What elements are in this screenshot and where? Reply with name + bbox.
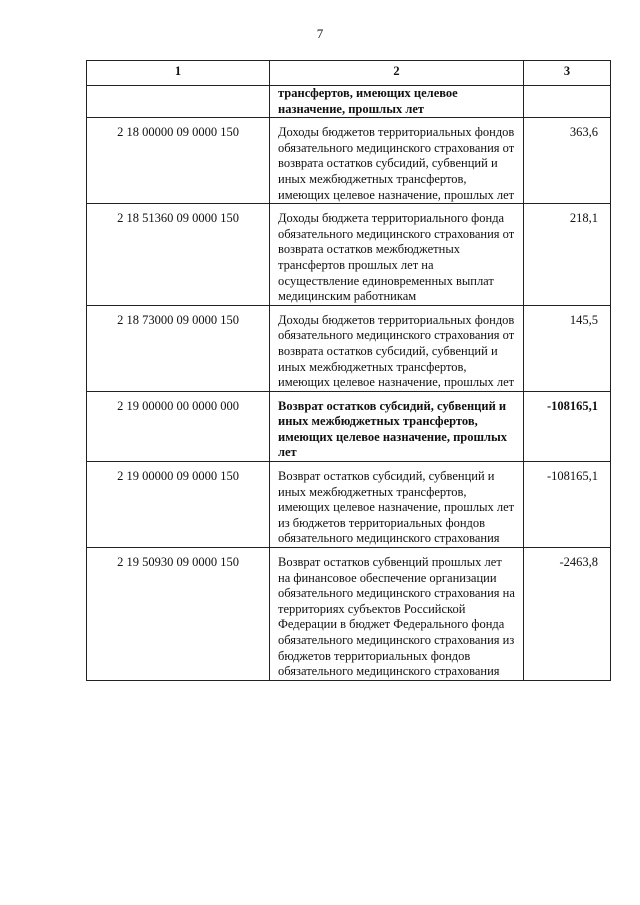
table-header-row <box>87 61 611 86</box>
row-description: трансфертов, имеющих целевое назначение, прошлых лет <box>270 86 524 118</box>
row-value: -108165,1 <box>524 391 611 461</box>
column-header-3: 3 <box>524 61 611 86</box>
budget-table <box>86 60 611 681</box>
row-code: 2 19 00000 09 0000 150 <box>87 462 270 548</box>
row-description: Возврат остатков субсидий, субвенций и иных межбюджетных трансфертов, имеющих целевое назначение, прошлых лет <box>270 391 524 461</box>
page-number: 7 <box>316 26 324 41</box>
table-row <box>87 204 611 306</box>
column-header-1: 1 <box>87 61 270 86</box>
row-code: 2 18 51360 09 0000 150 <box>87 204 270 306</box>
table-row <box>87 305 611 391</box>
row-code: 2 19 50930 09 0000 150 <box>87 548 270 681</box>
row-value: 218,1 <box>524 204 611 306</box>
table-row <box>87 462 611 548</box>
row-code <box>87 86 270 118</box>
row-value: 145,5 <box>524 305 611 391</box>
row-code: 2 18 00000 09 0000 150 <box>87 118 270 204</box>
row-description: Доходы бюджетов территориальных фондов обязательного медицинского страхования от возврата остатков субсидий, субвенций и иных межбюджетных трансфертов, имеющих целевое назначение, прошлых лет <box>270 305 524 391</box>
row-value: -2463,8 <box>524 548 611 681</box>
row-value: 363,6 <box>524 118 611 204</box>
row-description: Доходы бюджета территориального фонда обязательного медицинского страхования от возврата остатков межбюджетных трансфертов прошлых лет на осуществление единовременных выплат медицинским работникам <box>270 204 524 306</box>
row-value: -108165,1 <box>524 462 611 548</box>
row-description: Возврат остатков субсидий, субвенций и иных межбюджетных трансфертов, имеющих целевое назначение, прошлых лет из бюджетов территориальных фондов обязательного медицинского страхования <box>270 462 524 548</box>
row-description: Возврат остатков субвенций прошлых лет на финансовое обеспечение организации обязательного медицинского страхования на территориях субъектов Российской Федерации в бюджет Федерального фонда обязательного медицинского страхования из бюджетов территориальных фондов обязательного медицинского страхования <box>270 548 524 681</box>
table-row <box>87 86 611 118</box>
row-description: Доходы бюджетов территориальных фондов обязательного медицинского страхования от возврата остатков субсидий, субвенций и иных межбюджетных трансфертов, имеющих целевое назначение, прошлых лет <box>270 118 524 204</box>
row-code: 2 19 00000 00 0000 000 <box>87 391 270 461</box>
table-row <box>87 391 611 461</box>
row-code: 2 18 73000 09 0000 150 <box>87 305 270 391</box>
row-value <box>524 86 611 118</box>
table-row <box>87 548 611 681</box>
table-row <box>87 118 611 204</box>
column-header-2: 2 <box>270 61 524 86</box>
